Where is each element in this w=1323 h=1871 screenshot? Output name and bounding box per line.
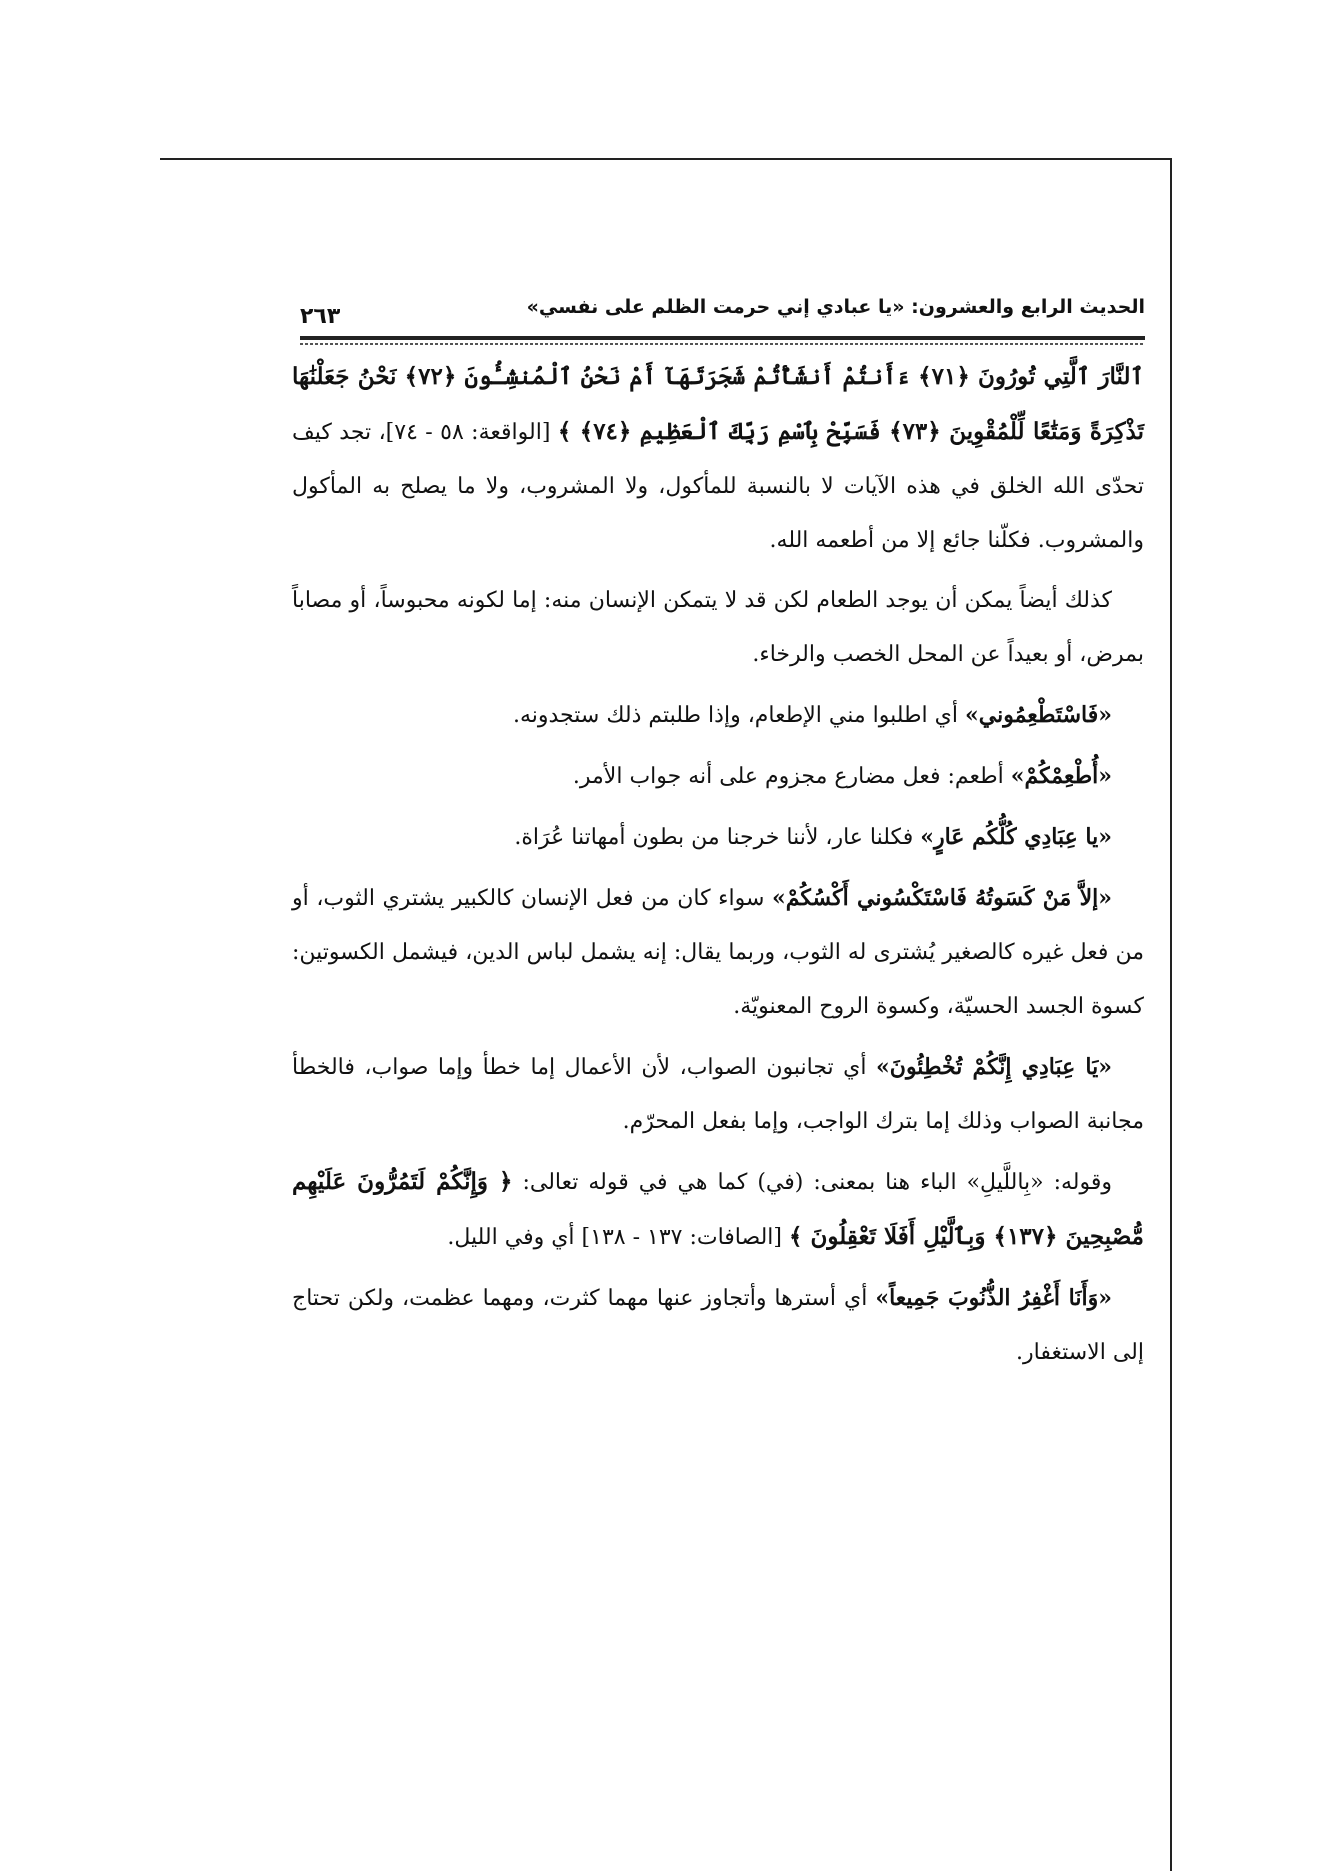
- paragraph: [292, 688, 1144, 743]
- hadith-quote: «أُطْعِمْكُمْ»: [1010, 763, 1112, 789]
- page-border-top: [160, 158, 1172, 160]
- paragraph: [292, 871, 1144, 1034]
- hadith-quote: «يَا عِبَادِي إِنَّكُمْ تُخْطِئُونَ»: [876, 1054, 1112, 1080]
- paragraph: [292, 350, 1144, 568]
- paragraph: [292, 1040, 1144, 1149]
- paragraph-text: فكلنا عار، لأننا خرجنا من بطون أمهاتنا عُرَاة.: [514, 825, 921, 850]
- quran-verse: ٱلنَّارَ ٱلَّتِي تُورُونَ ﴿٧١﴾ ءَأَنتُمْ أَنشَأْتُمْ شَجَرَتَهَآ أَمْ نَحْنُ ٱلْمُنشِـُٔونَ ﴿٧٢﴾ نَحْنُ جَعَلْنَٰهَا تَذْكِرَةً وَمَتَٰعًا لِّلْمُقْوِينَ ﴿٧٣﴾ فَسَبِّحْ بِٱسْمِ رَبِّكَ ٱلْعَظِيمِ ﴿٧٤﴾ ﴾: [292, 363, 1145, 445]
- paragraph-text: أي اطلبوا مني الإطعام، وإذا طلبتم ذلك ستجدونه.: [512, 703, 965, 728]
- paragraph-text: وقوله: «بِاللَّيلِ» الباء هنا بمعنى: (في) كما هي في قوله تعالى:: [512, 1170, 1113, 1195]
- paragraph: [292, 749, 1144, 804]
- paragraph-text: كذلك أيضاً يمكن أن يوجد الطعام لكن قد لا يتمكن الإنسان منه: إما لكونه محبوساً، أو مصاباً بمرض، أو بعيداً عن المحل الخصب والرخاء.: [292, 588, 1144, 667]
- quran-verse: ﴿ وَإِنَّكُمْ لَتَمُرُّونَ عَلَيْهِم مُّصْبِحِينَ ﴿١٣٧﴾ وَبِٱلَّيْلِ أَفَلَا تَعْقِلُونَ ﴾: [292, 1168, 1144, 1250]
- header-rule-dotted: [300, 343, 1145, 345]
- paragraph-text: [الصافات: ١٣٧ - ١٣٨] أي وفي الليل.: [447, 1225, 789, 1250]
- paragraph-text: أي تجانبون الصواب، لأن الأعمال إما خطأ وإما صواب، فالخطأ مجانبة الصواب وذلك إما بترك الواجب، وإما بفعل المحرّم.: [292, 1055, 1144, 1134]
- paragraph-text: سواء كان من فعل الإنسان كالكبير يشتري الثوب، أو من فعل غيره كالصغير يُشترى له الثوب، وربما يقال: إنه يشمل لباس الدين، فيشمل الكسوتين: كسوة الجسد الحسيّة، وكسوة الروح المعنويّة.: [292, 886, 1144, 1019]
- page-number: ٢٦٣: [300, 304, 341, 329]
- paragraph-text: أي أسترها وأتجاوز عنها مهما كثرت، ومهما عظمت، ولكن تحتاج إلى الاستغفار.: [292, 1286, 1144, 1365]
- paragraph: [292, 810, 1144, 865]
- hadith-quote: «فَاسْتَطْعِمُوني»: [965, 702, 1112, 728]
- paragraph: [292, 1155, 1144, 1265]
- paragraph: [292, 574, 1144, 682]
- hadith-quote: «إلاَّ مَنْ كَسَوتُهُ فَاسْتَكْسُوني أَكْسُكُمْ»: [772, 885, 1112, 911]
- hadith-quote: «وَأَنَا أَغْفِرُ الذُّنُوبَ جَمِيعاً»: [875, 1285, 1112, 1311]
- paragraph-text: [الواقعة: ٥٨ - ٧٤]، تجد كيف تحدّى الله الخلق في هذه الآيات لا بالنسبة للمأكول، ولا المشروب، ولا ما يصلح به المأكول والمشروب. فكلّنا جائع إلا من أطعمه الله.: [292, 420, 1144, 553]
- paragraph-text: أطعم: فعل مضارع مجزوم على أنه جواب الأمر.: [572, 764, 1011, 789]
- page-border-right: [1170, 158, 1172, 1871]
- running-title: الحديث الرابع والعشرون: «يا عبادي إني حرمت الظلم على نفسي»: [526, 296, 1145, 318]
- header-rule: [300, 336, 1145, 340]
- paragraph: [292, 1271, 1144, 1380]
- hadith-quote: «يا عِبَادِي كُلُّكُم عَارٍ»: [920, 824, 1112, 850]
- body-text: [292, 350, 1144, 1386]
- page-header: [300, 292, 1145, 332]
